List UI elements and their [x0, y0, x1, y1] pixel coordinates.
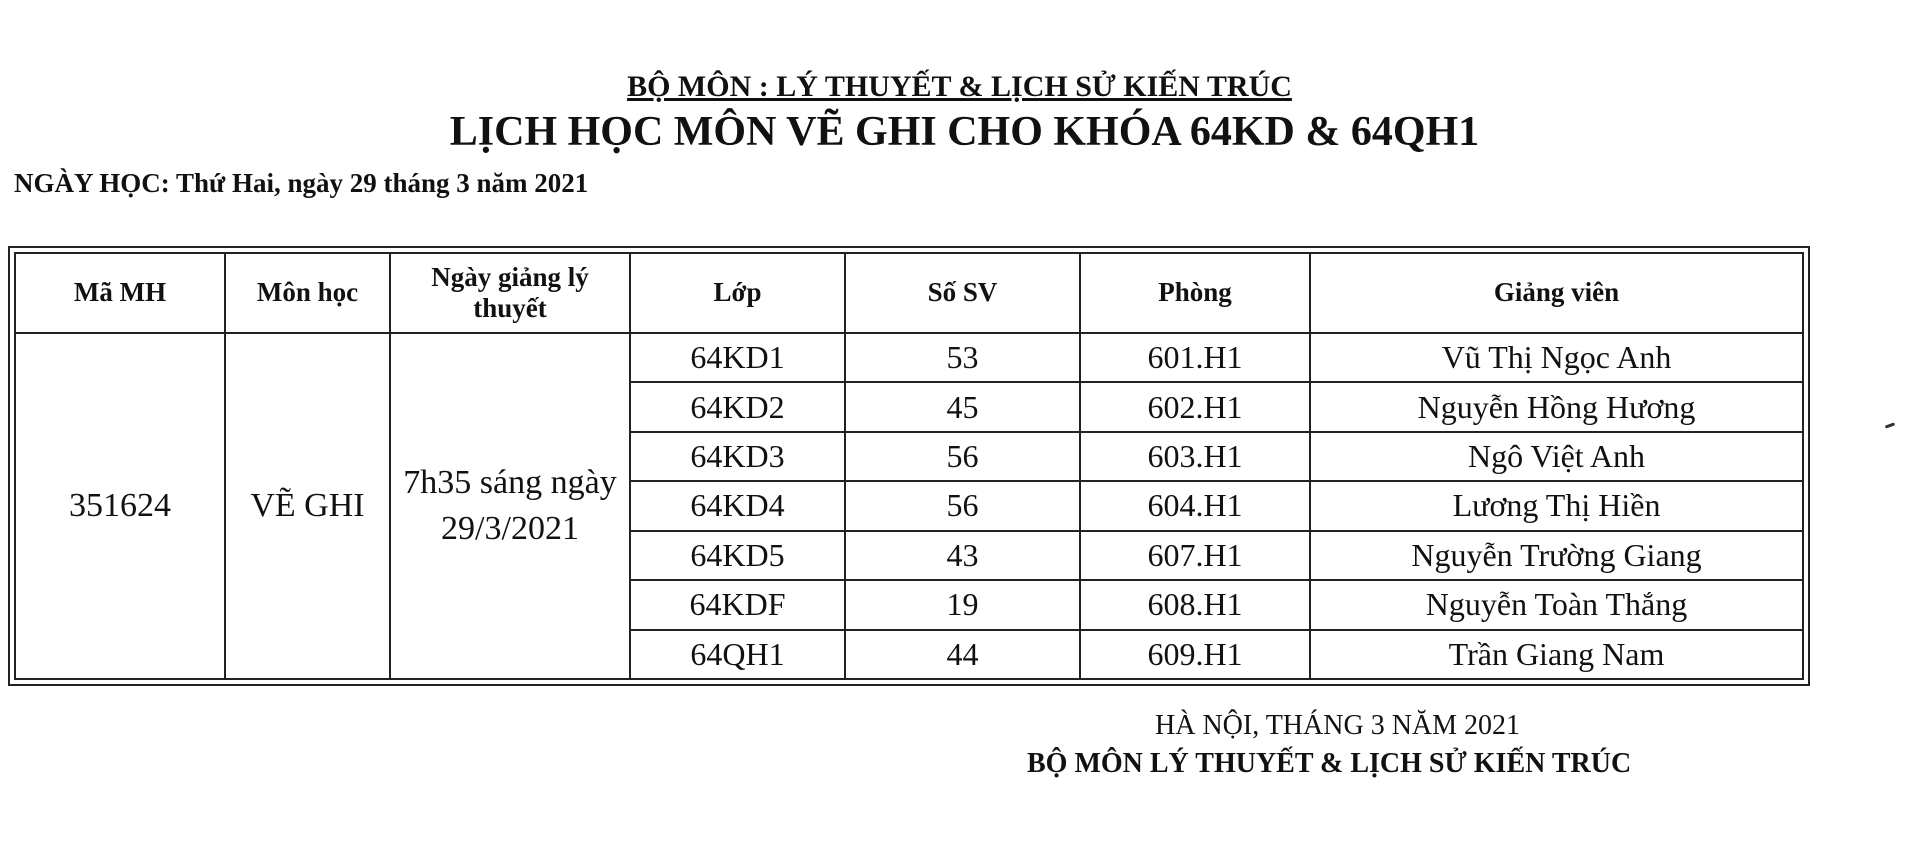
schedule-table-frame: [8, 246, 1810, 686]
room-cell: 609.H1: [1080, 630, 1310, 679]
students-cell: 44: [845, 630, 1080, 679]
header-lecturer: Giảng viên: [1310, 253, 1803, 333]
schedule-table: [14, 252, 1804, 680]
subject-cell: VẼ GHI: [225, 333, 390, 679]
lecture-date-cell: 7h35 sáng ngày 29/3/2021: [390, 333, 630, 679]
class-cell: 64KD1: [630, 333, 845, 382]
lecturer-cell: Vũ Thị Ngọc Anh: [1310, 333, 1803, 382]
room-cell: 602.H1: [1080, 382, 1310, 431]
class-cell: 64QH1: [630, 630, 845, 679]
class-cell: 64KDF: [630, 580, 845, 629]
lecturer-cell: Nguyễn Trường Giang: [1310, 531, 1803, 580]
header-class: Lớp: [630, 253, 845, 333]
header-room: Phòng: [1080, 253, 1310, 333]
students-cell: 45: [845, 382, 1080, 431]
footer-place-date: HÀ NỘI, THÁNG 3 NĂM 2021: [1155, 710, 1521, 741]
table-header-row: [15, 253, 1803, 333]
study-date: NGÀY HỌC: Thứ Hai, ngày 29 tháng 3 năm 2021: [14, 168, 589, 198]
lecturer-cell: Trần Giang Nam: [1310, 630, 1803, 679]
room-cell: 604.H1: [1080, 481, 1310, 530]
lecturer-cell: Ngô Việt Anh: [1310, 432, 1803, 481]
class-cell: 64KD5: [630, 531, 845, 580]
header-subject: Môn học: [225, 253, 390, 333]
room-cell: 601.H1: [1080, 333, 1310, 382]
course-code-cell: 351624: [15, 333, 225, 679]
room-cell: 607.H1: [1080, 531, 1310, 580]
ink-mark: [1885, 422, 1895, 428]
lecturer-cell: Lương Thị Hiền: [1310, 481, 1803, 530]
students-cell: 56: [845, 432, 1080, 481]
table-row: [15, 333, 1803, 382]
students-cell: 43: [845, 531, 1080, 580]
header-course-code: Mã MH: [15, 253, 225, 333]
room-cell: 608.H1: [1080, 580, 1310, 629]
footer-department: BỘ MÔN LÝ THUYẾT & LỊCH SỬ KIẾN TRÚC: [1027, 748, 1632, 779]
class-cell: 64KD3: [630, 432, 845, 481]
schedule-title: LỊCH HỌC MÔN VẼ GHI CHO KHÓA 64KD & 64QH1: [449, 109, 1480, 155]
class-cell: 64KD4: [630, 481, 845, 530]
students-cell: 19: [845, 580, 1080, 629]
room-cell: 603.H1: [1080, 432, 1310, 481]
students-cell: 56: [845, 481, 1080, 530]
header-students: Số SV: [845, 253, 1080, 333]
class-cell: 64KD2: [630, 382, 845, 431]
lecturer-cell: Nguyễn Hồng Hương: [1310, 382, 1803, 431]
header-lecture-date: Ngày giảng lý thuyết: [390, 253, 630, 333]
students-cell: 53: [845, 333, 1080, 382]
department-title: BỘ MÔN : LÝ THUYẾT & LỊCH SỬ KIẾN TRÚC: [627, 70, 1292, 103]
lecturer-cell: Nguyễn Toàn Thắng: [1310, 580, 1803, 629]
